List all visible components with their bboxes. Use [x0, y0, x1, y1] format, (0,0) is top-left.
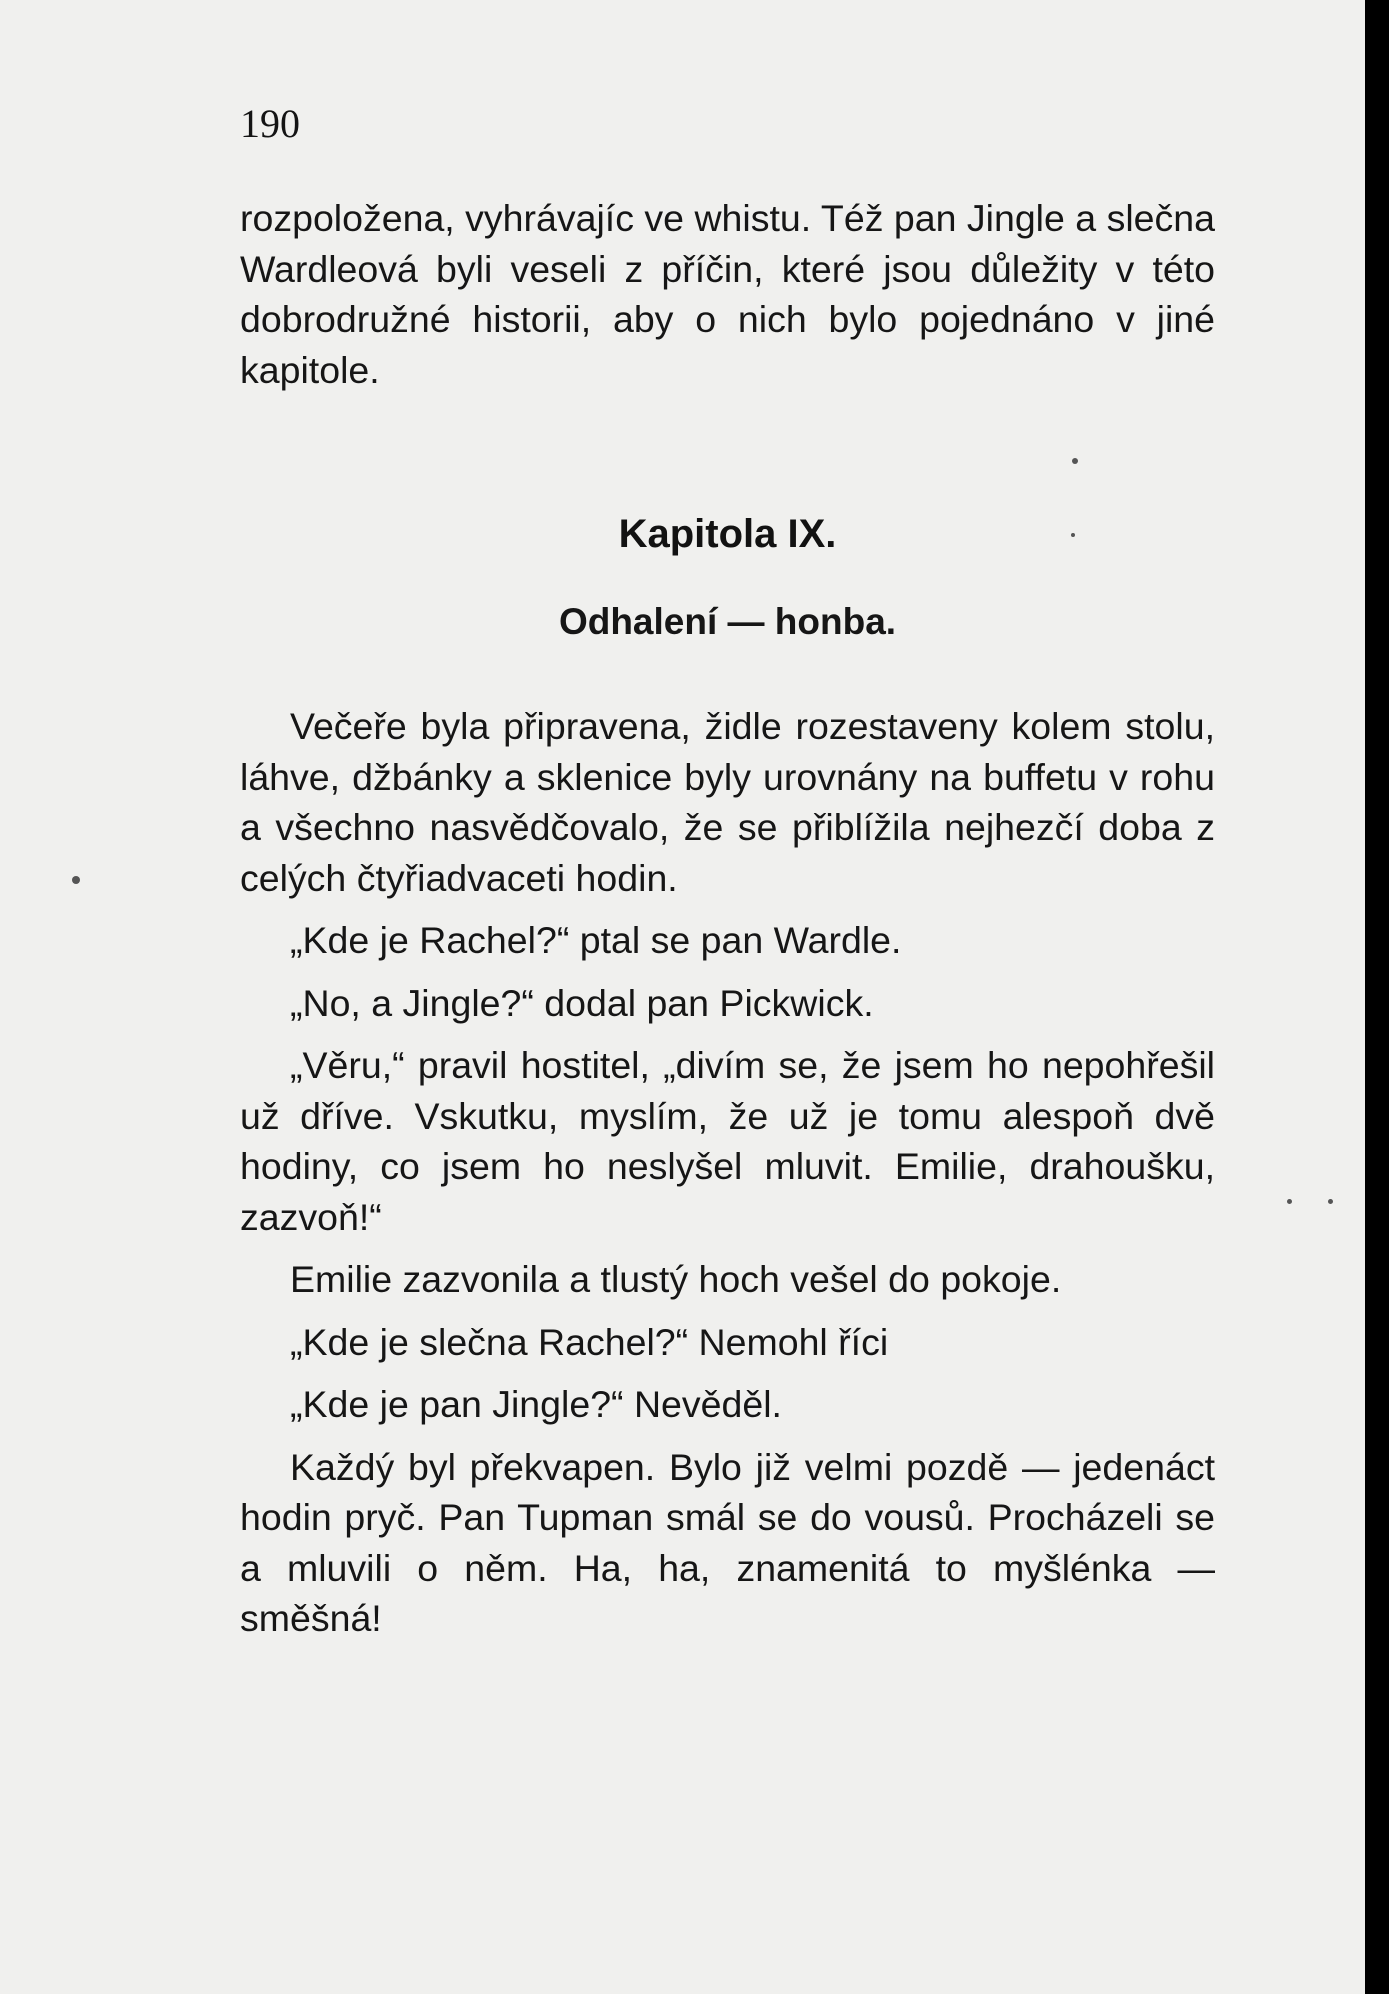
paragraph-7: „Kde je pan Jingle?“ Nevěděl. [290, 1383, 782, 1425]
chapter-body [240, 701, 1215, 1644]
scan-speck [1072, 458, 1078, 464]
paragraph-3: „No, a Jingle?“ dodal pan Pickwick. [290, 981, 874, 1024]
paragraph-2: „Kde je Rachel?“ ptal se pan Wardle. [290, 919, 902, 961]
scan-speck [72, 876, 80, 884]
scan-edge [1365, 0, 1389, 1994]
paragraph-6: „Kde je slečna Rachel?“ Nemohl říci [290, 1320, 889, 1363]
scan-speck [1287, 1199, 1292, 1204]
paragraph-4: „Věru,“ pravil hostitel, „divím se, že jsem ho nepohřešil už dříve. Vskutku, myslím, že už je tomu alespoň dvě hodiny, co jsem ho neslyšel mluvit. Emilie, drahoušku, zazvoň!“ [240, 1044, 1215, 1238]
paragraph-5: Emilie zazvonila a tlustý hoch vešel do pokoje. [290, 1258, 1062, 1300]
scan-speck [1328, 1199, 1333, 1204]
chapter-title: Kapitola IX. [618, 512, 837, 556]
paragraph-8: Každý byl překvapen. Bylo již velmi pozdě — jedenáct hodin pryč. Pan Tupman smál se do vousů. Procházeli se a mluvili o něm. Ha, ha, znamenitá to myšlénka — směšná! [240, 1445, 1215, 1639]
paragraph-1: Večeře byla připravena, židle rozestaveny kolem stolu, láhve, džbánky a sklenice byly urovnány na buffetu v rohu a všechno nasvědčovalo, že se přiblížila nejhezčí doba z celých čtyřiadvaceti hodin. [240, 705, 1215, 899]
chapter-subtitle: Odhalení — honba. [558, 601, 897, 642]
opening-text [240, 193, 1215, 395]
opening-paragraph: rozpoložena, vyhrávajíc ve whistu. Též pan Jingle a slečna Wardleová byli veseli z příčin, které jsou důležity v této dobrodružné historii, aby o nich bylo pojednáno v jiné kapitole. [240, 197, 1215, 391]
scan-speck [1071, 533, 1075, 537]
page-number: 190 [240, 101, 300, 146]
